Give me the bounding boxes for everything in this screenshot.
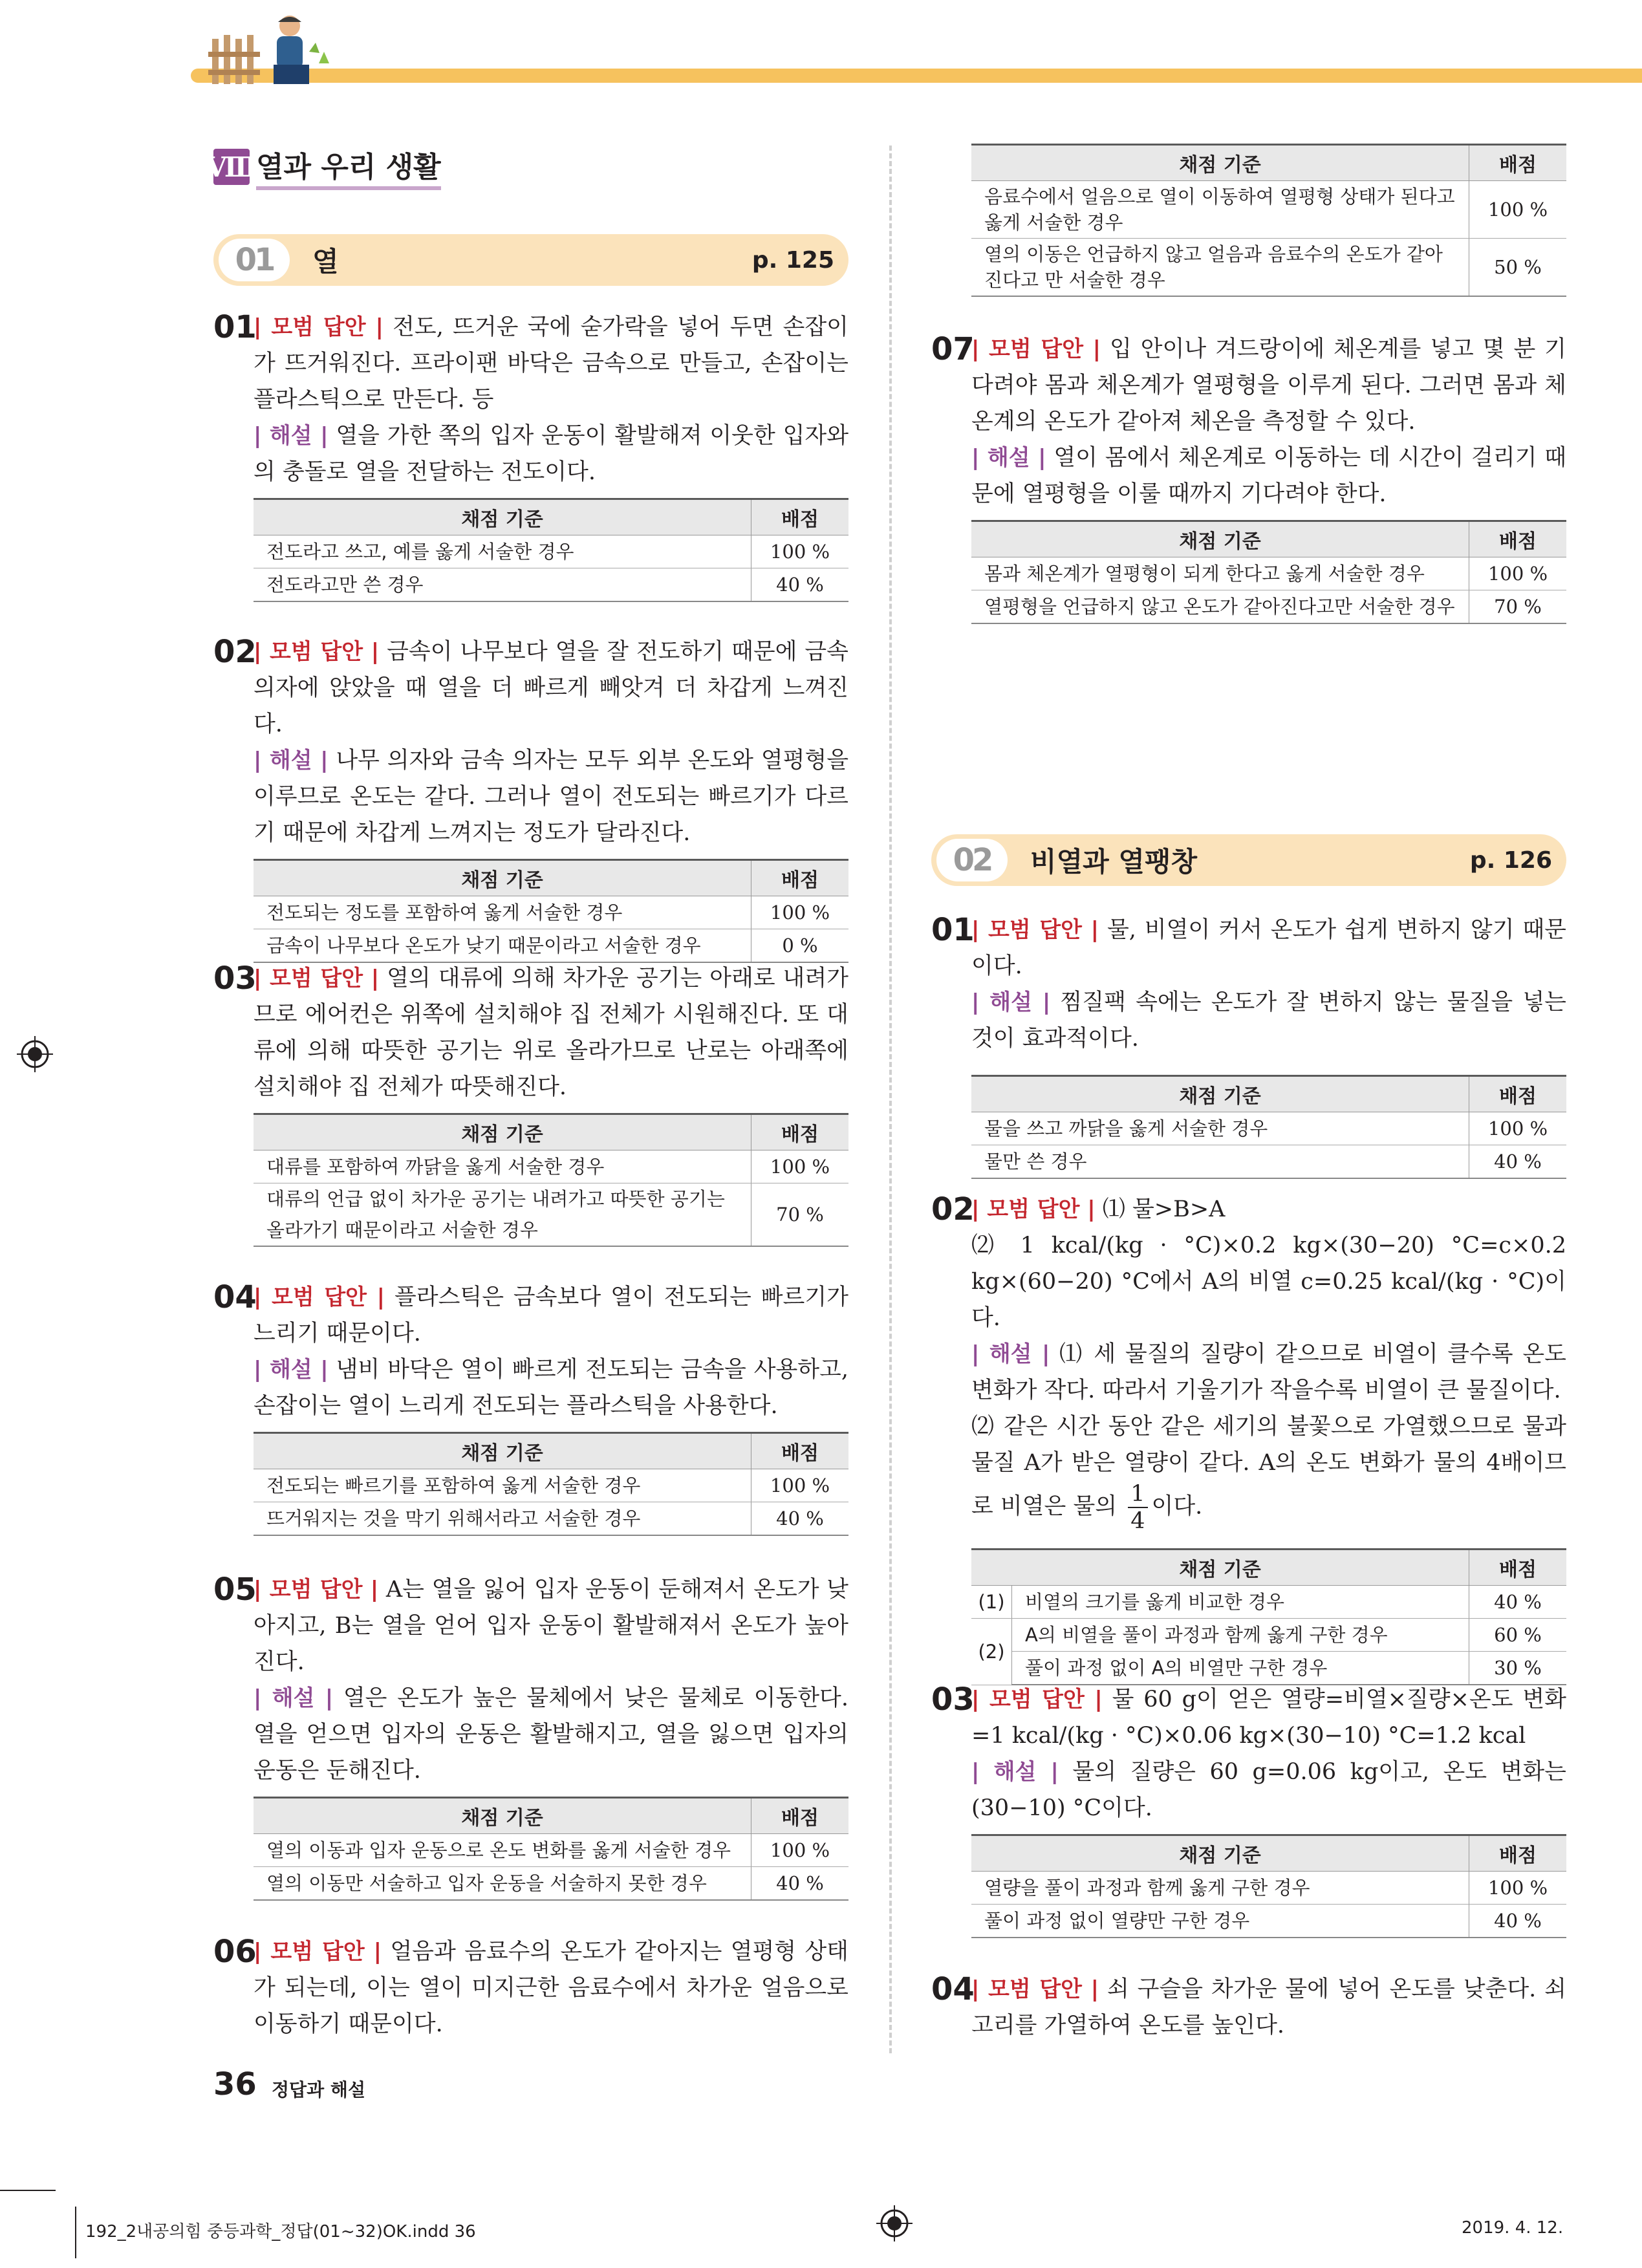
model-answer-tag: | 모범 답안 | (254, 1284, 385, 1310)
solution-tag: | 해설 | (971, 989, 1051, 1015)
score-header: 배점 (751, 1114, 849, 1150)
lesson-header-1 (213, 234, 848, 286)
solution-tag: | 해설 | (254, 1685, 334, 1711)
table-row: 대류의 언급 없이 차가운 공기는 내려가고 따뜻한 공기는 올라가기 때문이라고 서술한 경우 70 % (254, 1183, 848, 1247)
question-number: 01 (931, 912, 975, 948)
grading-table (254, 1432, 848, 1536)
model-answer: 전도, 뜨거운 국에 숟가락을 넣어 두면 손잡이가 뜨거워진다. 프라이팬 바닥은 금속으로 만들고, 손잡이는 플라스틱으로 만든다. 등 (254, 314, 848, 413)
solution-tag: | 해설 | (254, 748, 329, 773)
model-answer-tag: | 모범 답안 | (971, 917, 1099, 943)
table-row: 전도라고만 쓴 경우 40 % (254, 568, 848, 602)
model-answer: ⑴ 물>B>A (1102, 1196, 1226, 1222)
table-row: 몸과 체온계가 열평형이 되게 한다고 옳게 서술한 경우 100 % (971, 557, 1566, 590)
solution-text: 냄비 바닥은 열이 빠르게 전도되는 금속을 사용하고, 손잡이는 열이 느리게 전도되는 플라스틱을 사용한다. (254, 1357, 848, 1419)
model-answer: 쇠 구슬을 차가운 물에 넣어 온도를 낮춘다. 쇠고리를 가열하여 온도를 높인다. (971, 1976, 1566, 2038)
model-answer: 얼음과 음료수의 온도가 같아지는 열평형 상태가 되는데, 이는 열이 미지근한 음료수에서 차가운 얼음으로 이동하기 때문이다. (254, 1939, 848, 2037)
score-header: 배점 (751, 1798, 849, 1834)
model-answer-tag: | 모범 답안 | (971, 1196, 1096, 1222)
model-answer: 입 안이나 겨드랑이에 체온계를 넣고 몇 분 기다려야 몸과 체온계가 열평형을 이루게 된다. 그러면 몸과 체온계의 온도가 같아져 체온을 측정할 수 있다. (971, 336, 1566, 435)
lesson-page-ref: p. 126 (1469, 847, 1552, 874)
solution-tag: | 해설 | (971, 1341, 1050, 1367)
solution-tag: | 해설 | (971, 445, 1046, 471)
model-answer: 물 60 g이 얻은 열량=비열×질량×온도 변화=1 kcal/(kg · °C)×0.06 kg×(30−10) °C=1.2 kcal (971, 1687, 1566, 1749)
table-row: 음료수에서 얼음으로 열이 이동하여 열평형 상태가 된다고 옳게 서술한 경우 100 % (971, 181, 1566, 239)
question-2-01 (931, 912, 1566, 1179)
question-number: 05 (213, 1571, 257, 1608)
model-answer: 물, 비열이 커서 온도가 쉽게 변하지 않기 때문이다. (971, 917, 1566, 979)
question-1-07 (931, 331, 1566, 624)
question-1-06-table (931, 144, 1566, 297)
model-answer: 금속이 나무보다 열을 잘 전도하기 때문에 금속 의자에 앉았을 때 열을 더 빠르게 빼앗겨 더 차갑게 느껴진다. (254, 639, 848, 737)
question-1-05 (213, 1571, 848, 1901)
question-number: 02 (213, 634, 257, 670)
unit-title: 열과 우리 생활 (256, 144, 441, 190)
question-1-02 (213, 634, 848, 963)
file-slug: 192_2내공의힘 중등과학_정답(01~32)OK.indd 36 (85, 2222, 476, 2241)
criteria-header: 채점 기준 (971, 1835, 1469, 1872)
criteria-header: 채점 기준 (971, 521, 1469, 557)
grading-table (971, 144, 1566, 297)
criteria-header: 채점 기준 (254, 1433, 751, 1469)
question-1-04 (213, 1279, 848, 1536)
criteria-header: 채점 기준 (971, 1550, 1469, 1586)
score-header: 배점 (1469, 1835, 1567, 1872)
solution-tag: | 해설 | (971, 1759, 1059, 1785)
footer-label: 정답과 해설 (272, 2079, 365, 2101)
question-2-04 (931, 1971, 1566, 2044)
score-header: 배점 (1469, 1076, 1567, 1112)
table-row: (1) 비열의 크기를 옳게 비교한 경우 40 % (971, 1586, 1566, 1619)
grading-table (254, 1113, 848, 1247)
table-row: 열평형을 언급하지 않고 온도가 같아진다고만 서술한 경우 70 % (971, 590, 1566, 624)
score-header: 배점 (751, 499, 849, 535)
table-row: 풀이 과정 없이 열량만 구한 경우 40 % (971, 1905, 1566, 1938)
model-answer-tag: | 모범 답안 | (971, 336, 1101, 362)
crop-mark (75, 2207, 76, 2258)
grading-table (971, 520, 1566, 624)
criteria-header: 채점 기준 (254, 1798, 751, 1834)
lesson-title: 비열과 열팽창 (1030, 846, 1198, 878)
question-number: 04 (931, 1971, 975, 2007)
grading-table (971, 1075, 1566, 1179)
lesson-number: 01 (219, 239, 290, 281)
solution-text: 찜질팩 속에는 온도가 잘 변하지 않는 물질을 넣는 것이 효과적이다. (971, 989, 1566, 1052)
registration-mark-icon (876, 2205, 913, 2241)
solution-text: 물의 질량은 60 g=0.06 kg이고, 온도 변화는 (30−10) °C이다. (971, 1759, 1566, 1821)
table-row: 대류를 포함하여 까닭을 옳게 서술한 경우 100 % (254, 1150, 848, 1183)
column-divider (889, 146, 892, 2053)
table-row: 물을 쓰고 까닭을 옳게 서술한 경우 100 % (971, 1112, 1566, 1145)
gardener-illustration (206, 13, 335, 84)
question-number: 07 (931, 331, 975, 367)
model-answer: A는 열을 잃어 입자 운동이 둔해져서 온도가 낮아지고, B는 열을 얻어 입자 운동이 활발해져서 온도가 높아진다. (254, 1577, 848, 1675)
criteria-header: 채점 기준 (254, 499, 751, 535)
question-1-01 (213, 309, 848, 602)
criteria-header: 채점 기준 (971, 1076, 1469, 1112)
score-header: 배점 (1469, 145, 1567, 181)
grading-table (971, 1548, 1566, 1685)
lesson-header-2 (931, 834, 1566, 886)
criteria-header: 채점 기준 (254, 1114, 751, 1150)
table-row: (2) A의 비열을 풀이 과정과 함께 옳게 구한 경우 60 % (971, 1619, 1566, 1652)
table-row: 열의 이동은 언급하지 않고 얼음과 음료수의 온도가 같아진다고 만 서술한 경우 50 % (971, 239, 1566, 297)
question-2-03 (931, 1681, 1566, 1938)
table-row: 금속이 나무보다 온도가 낮기 때문이라고 서술한 경우 0 % (254, 929, 848, 963)
score-header: 배점 (751, 1433, 849, 1469)
table-row: 뜨거워지는 것을 막기 위해서라고 서술한 경우 40 % (254, 1502, 848, 1536)
unit-number: Ⅷ (213, 149, 250, 185)
model-answer: 플라스틱은 금속보다 열이 전도되는 빠르기가 느리기 때문이다. (254, 1284, 848, 1346)
criteria-header: 채점 기준 (971, 145, 1469, 181)
solution-tag: | 해설 | (254, 1357, 329, 1383)
unit-heading (206, 147, 441, 186)
grading-table (254, 498, 848, 602)
model-answer-tag: | 모범 답안 | (254, 1939, 382, 1965)
table-row: 풀이 과정 없이 A의 비열만 구한 경우 30 % (971, 1652, 1566, 1685)
question-number: 04 (213, 1279, 257, 1315)
model-answer-tag: | 모범 답안 | (254, 314, 383, 340)
fraction: $\frac{1}{4}$ (1128, 1481, 1147, 1534)
grading-table (254, 859, 848, 963)
score-header: 배점 (1469, 1550, 1567, 1586)
solution-text-2: ⑵ 같은 시간 동안 같은 세기의 불꽃으로 가열했으므로 물과 물질 A가 받은 열량이 같다. A의 온도 변화가 물의 4배이므로 비열은 물의 (971, 1414, 1566, 1520)
lesson-page-ref: p. 125 (751, 246, 834, 274)
table-row: 전도되는 정도를 포함하여 옳게 서술한 경우 100 % (254, 896, 848, 929)
model-answer: 열의 대류에 의해 차가운 공기는 아래로 내려가므로 에어컨은 위쪽에 설치해야 집 전체가 시원해진다. 또 대류에 의해 따뜻한 공기는 위로 올라가므로 난로는 아래쪽에 설치해야 집 전체가 따뜻해진다. (254, 966, 848, 1100)
lesson-number: 02 (936, 839, 1008, 881)
print-date: 2019. 4. 12. (1462, 2218, 1564, 2238)
lesson-title: 열 (312, 246, 339, 277)
table-row: 전도되는 빠르기를 포함하여 옳게 서술한 경우 100 % (254, 1469, 848, 1502)
solution-text: 열을 가한 쪽의 입자 운동이 활발해져 이웃한 입자와의 충돌로 열을 전달하는 전도이다. (254, 423, 849, 485)
model-answer-tag: | 모범 답안 | (971, 1687, 1103, 1712)
crop-mark (0, 2190, 56, 2191)
solution-text: 열은 온도가 높은 물체에서 낮은 물체로 이동한다. 열을 얻으면 입자의 운동은 활발해지고, 열을 잃으면 입자의 운동은 둔해진다. (254, 1685, 848, 1784)
table-row: 열의 이동만 서술하고 입자 운동을 서술하지 못한 경우 40 % (254, 1867, 848, 1901)
registration-mark-icon (17, 1036, 53, 1072)
solution-text: ⑴ 세 물질의 질량이 같으므로 비열이 클수록 온도 변화가 작다. 따라서 기울기가 작을수록 비열이 큰 물질이다. (971, 1341, 1566, 1403)
solution-text: 열이 몸에서 체온계로 이동하는 데 시간이 걸리기 때문에 열평형을 이룰 때까지 기다려야 한다. (971, 445, 1567, 507)
model-answer-tag: | 모범 답안 | (971, 1976, 1099, 2002)
question-number: 01 (213, 309, 257, 345)
question-number: 03 (213, 960, 257, 997)
model-answer-tag: | 모범 답안 | (254, 1577, 379, 1603)
table-row: 열의 이동과 입자 운동으로 온도 변화를 옳게 서술한 경우 100 % (254, 1834, 848, 1867)
solution-text: 나무 의자와 금속 의자는 모두 외부 온도와 열평형을 이루므로 온도는 같다. 그러나 열이 전도되는 빠르기가 다르기 때문에 차갑게 느껴지는 정도가 달라진다. (254, 748, 849, 846)
question-1-06 (213, 1934, 848, 2042)
grading-table (971, 1834, 1566, 1938)
model-answer-tag: | 모범 답안 | (254, 966, 380, 991)
question-2-02: 02 | 모범 답안 | ⑴ 물>B>A ⑵ 1 kcal/(kg · °C)×0.2 kg×(30−20) °C=c×0.2 kg×(60−20) °C에서 A의 비열 c=0.25 kcal/(kg · °C)이다. | 해설 | ⑴ 세 물질의 질량이 같으므로 비열이 클수록 온도 변화가 작다. 따라서 기울기가 작을수록 비열이 큰 물질이다. ⑵ 같은 시간 동안 같은 세기의 불꽃으로 가열했으므로 물과 물질 A가 받은 열량이 같다. A의 온도 변화가 물의 4배이므로 비열은 물의 $\frac{1}{4}$ 이다. 채점 기준 배점 (1) 비열의 크기를 옳게 비교한 경우 40 % (2) A의 비열을 풀이 과정과 함께 옳게 구한 경우 60 % 풀이 과정 없이 A의 비열만 구한 경우 30 % (931, 1191, 1566, 1685)
score-header: 배점 (751, 860, 849, 896)
page-number: 36 (213, 2066, 257, 2102)
table-row: 물만 쓴 경우 40 % (971, 1145, 1566, 1179)
score-header: 배점 (1469, 521, 1567, 557)
grading-table (254, 1797, 848, 1901)
model-answer-tag: | 모범 답안 | (254, 639, 380, 665)
solution-tag: | 해설 | (254, 423, 329, 449)
table-row: 열량을 풀이 과정과 함께 옳게 구한 경우 100 % (971, 1872, 1566, 1905)
header-bar (191, 69, 1642, 83)
question-number: 02 (931, 1191, 975, 1227)
criteria-header: 채점 기준 (254, 860, 751, 896)
table-row: 전도라고 쓰고, 예를 옳게 서술한 경우 100 % (254, 535, 848, 568)
question-1-03 (213, 960, 848, 1247)
question-number: 06 (213, 1934, 257, 1970)
model-answer-2: ⑵ 1 kcal/(kg · °C)×0.2 kg×(30−20) °C=c×0.2 kg×(60−20) °C에서 A의 비열 c=0.25 kcal/(kg · °C)이다. (971, 1233, 1566, 1331)
question-number: 03 (931, 1681, 975, 1718)
